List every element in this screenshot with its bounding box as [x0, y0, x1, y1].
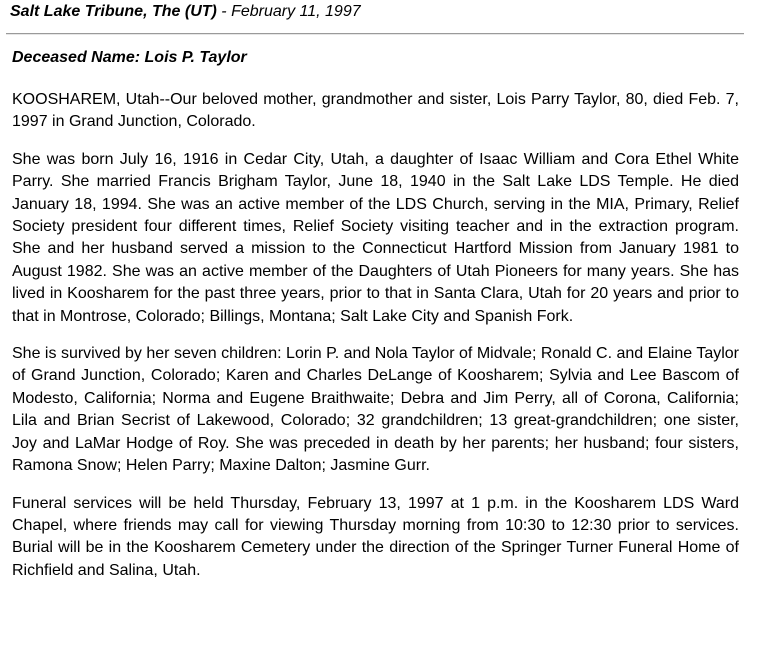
obituary-body [12, 89, 739, 597]
header-separator: - [216, 3, 232, 20]
source-header [10, 2, 361, 22]
paragraph-intro: KOOSHAREM, Utah--Our beloved mother, grandmother and sister, Lois Parry Taylor, 80, died Feb. 7, 1997 in Grand Junction, Colorado. [12, 91, 739, 131]
newspaper-name: Salt Lake Tribune, The (UT) [10, 3, 217, 20]
publication-date: February 11, 1997 [231, 3, 361, 20]
deceased-name: Deceased Name: Lois P. Taylor [12, 49, 247, 66]
paragraph-survivors: She is survived by her seven children: Lorin P. and Nola Taylor of Midvale; Ronald C. and Elaine Taylor of Grand Junction, Colorado; Karen and Charles DeLange of Koosharem; Sylvia and Lee Bascom of Modesto, California; Norma and Eugene Braithwaite; Debra and Jim Perry, all of Corona, California; Lila and Brian Secrist of Lakewood, Colorado; 32 grandchildren; 13 great-grandchildren; one sister, Joy and LaMar Hodge of Roy. She was preceded in death by her parents; her husband; four sisters, Ramona Snow; Helen Parry; Maxine Dalton; Jasmine Gurr. [12, 345, 739, 475]
header-divider [6, 33, 744, 35]
paragraph-biography: She was born July 16, 1916 in Cedar City, Utah, a daughter of Isaac William and Cora Ethel White Parry. She married Francis Brigham Taylor, June 18, 1940 in the Salt Lake LDS Temple. He died January 18, 1994. She was an active member of the LDS Church, serving in the MIA, Primary, Relief Society president four different times, Relief Society visiting teacher and in the extraction program. She and her husband served a mission to the Connecticut Hartford Mission from January 1981 to August 1982. She was an active member of the Daughters of Utah Pioneers for many years. She has lived in Koosharem for the past three years, prior to that in Santa Clara, Utah for 20 years and prior to that in Montrose, Colorado; Billings, Montana; Salt Lake City and Spanish Fork. [12, 150, 739, 325]
paragraph-services: Funeral services will be held Thursday, February 13, 1997 at 1 p.m. in the Koosharem LDS Ward Chapel, where friends may call for viewing Thursday morning from 10:30 to 12:30 prior to services. Burial will be in the Koosharem Cemetery under the direction of the Springer Turner Funeral Home of Richfield and Salina, Utah. [12, 494, 739, 579]
